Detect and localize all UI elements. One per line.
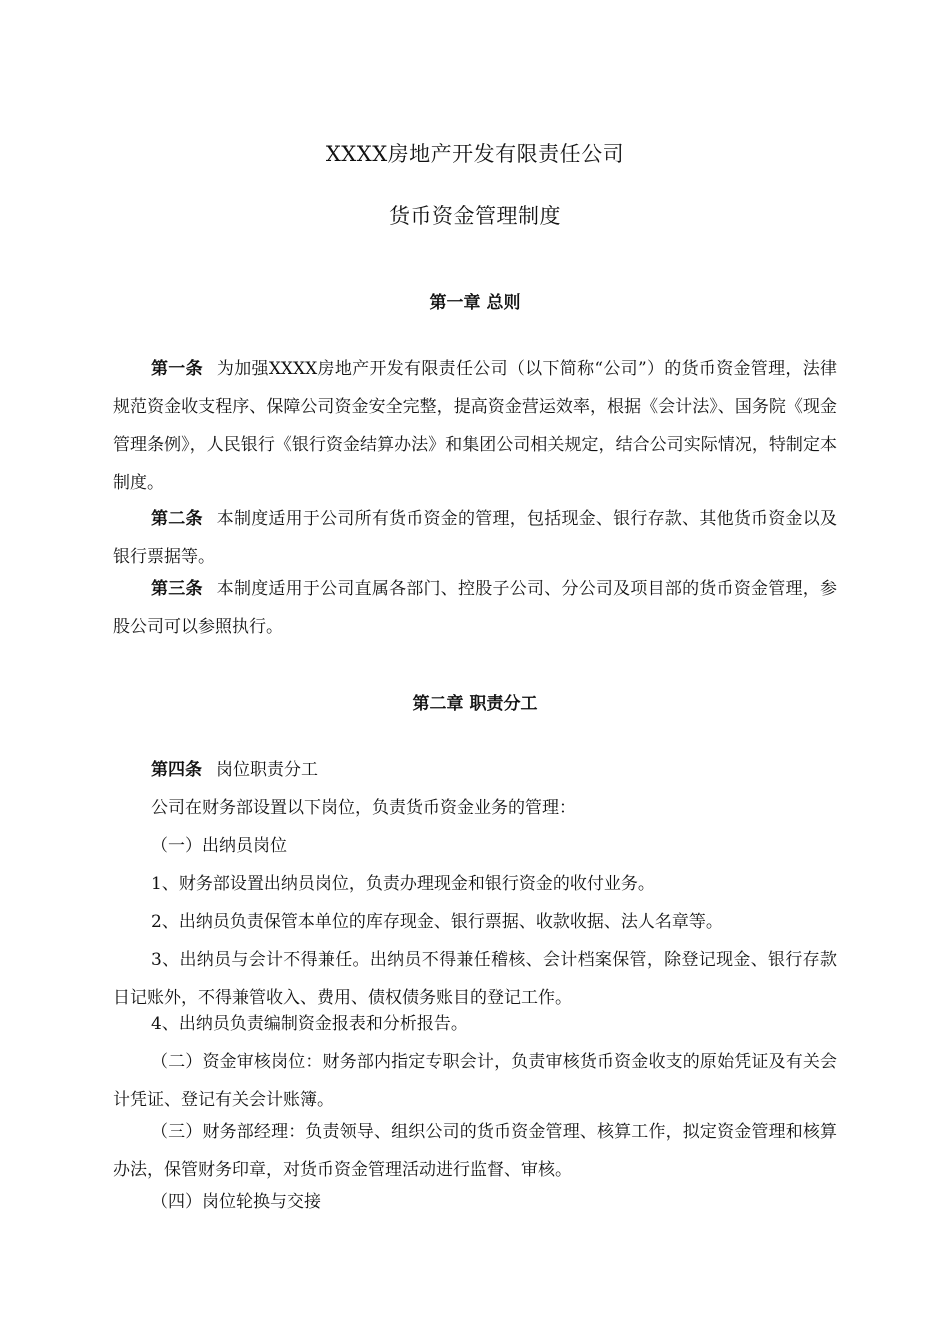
paragraph: 4、出纳员负责编制资金报表和分析报告。 <box>151 1014 468 1034</box>
article-label: 第四条 <box>151 760 202 780</box>
paragraph: 公司在财务部设置以下岗位，负责货币资金业务的管理： <box>151 798 576 818</box>
chapter-1-heading: 第一章 总则 <box>429 293 521 313</box>
paragraph: 3、出纳员与会计不得兼任。出纳员不得兼任稽核、会计档案保管，除登记现金、银行存款日记账外，不得兼管收入、费用、债权债务账目的登记工作。 <box>113 950 837 1008</box>
paragraph: （四）岗位轮换与交接 <box>151 1192 321 1212</box>
company-title: XXXX房地产开发有限责任公司 <box>325 142 625 166</box>
article-3 <box>113 570 837 646</box>
paragraph: 2、出纳员负责保管本单位的库存现金、银行票据、收款收据、法人名章等。 <box>151 912 723 932</box>
chapter-2-heading: 第二章 职责分工 <box>412 694 538 714</box>
article-text: 本制度适用于公司直属各部门、控股子公司、分公司及项目部的货币资金管理，参股公司可以参照执行。 <box>113 579 838 637</box>
article-4 <box>113 751 837 789</box>
article-text: 岗位职责分工 <box>216 760 318 780</box>
article-label: 第三条 <box>151 579 203 599</box>
article-1 <box>113 350 837 502</box>
article-label: 第一条 <box>151 359 203 379</box>
article-label: 第二条 <box>151 509 203 529</box>
article-2 <box>113 500 837 576</box>
paragraph: （二）资金审核岗位：财务部内指定专职会计，负责审核货币资金收支的原始凭证及有关会计凭证、登记有关会计账簿。 <box>113 1052 837 1110</box>
document-title: 货币资金管理制度 <box>389 204 561 228</box>
article-text: 为加强XXXX房地产开发有限责任公司（以下简称“公司”）的货币资金管理，法律规范资金收支程序、保障公司资金安全完整，提高资金营运效率，根据《会计法》、国务院《现金管理条例》，人民银行《银行资金结算办法》和集团公司相关规定，结合公司实际情况，特制定本制度。 <box>113 359 838 493</box>
article-text: 本制度适用于公司所有货币资金的管理，包括现金、银行存款、其他货币资金以及银行票据等。 <box>113 509 838 567</box>
paragraph: （三）财务部经理：负责领导、组织公司的货币资金管理、核算工作，拟定资金管理和核算办法，保管财务印章，对货币资金管理活动进行监督、审核。 <box>113 1122 837 1180</box>
paragraph: 1、财务部设置出纳员岗位，负责办理现金和银行资金的收付业务。 <box>151 874 655 894</box>
paragraph: （一）出纳员岗位 <box>151 836 287 856</box>
